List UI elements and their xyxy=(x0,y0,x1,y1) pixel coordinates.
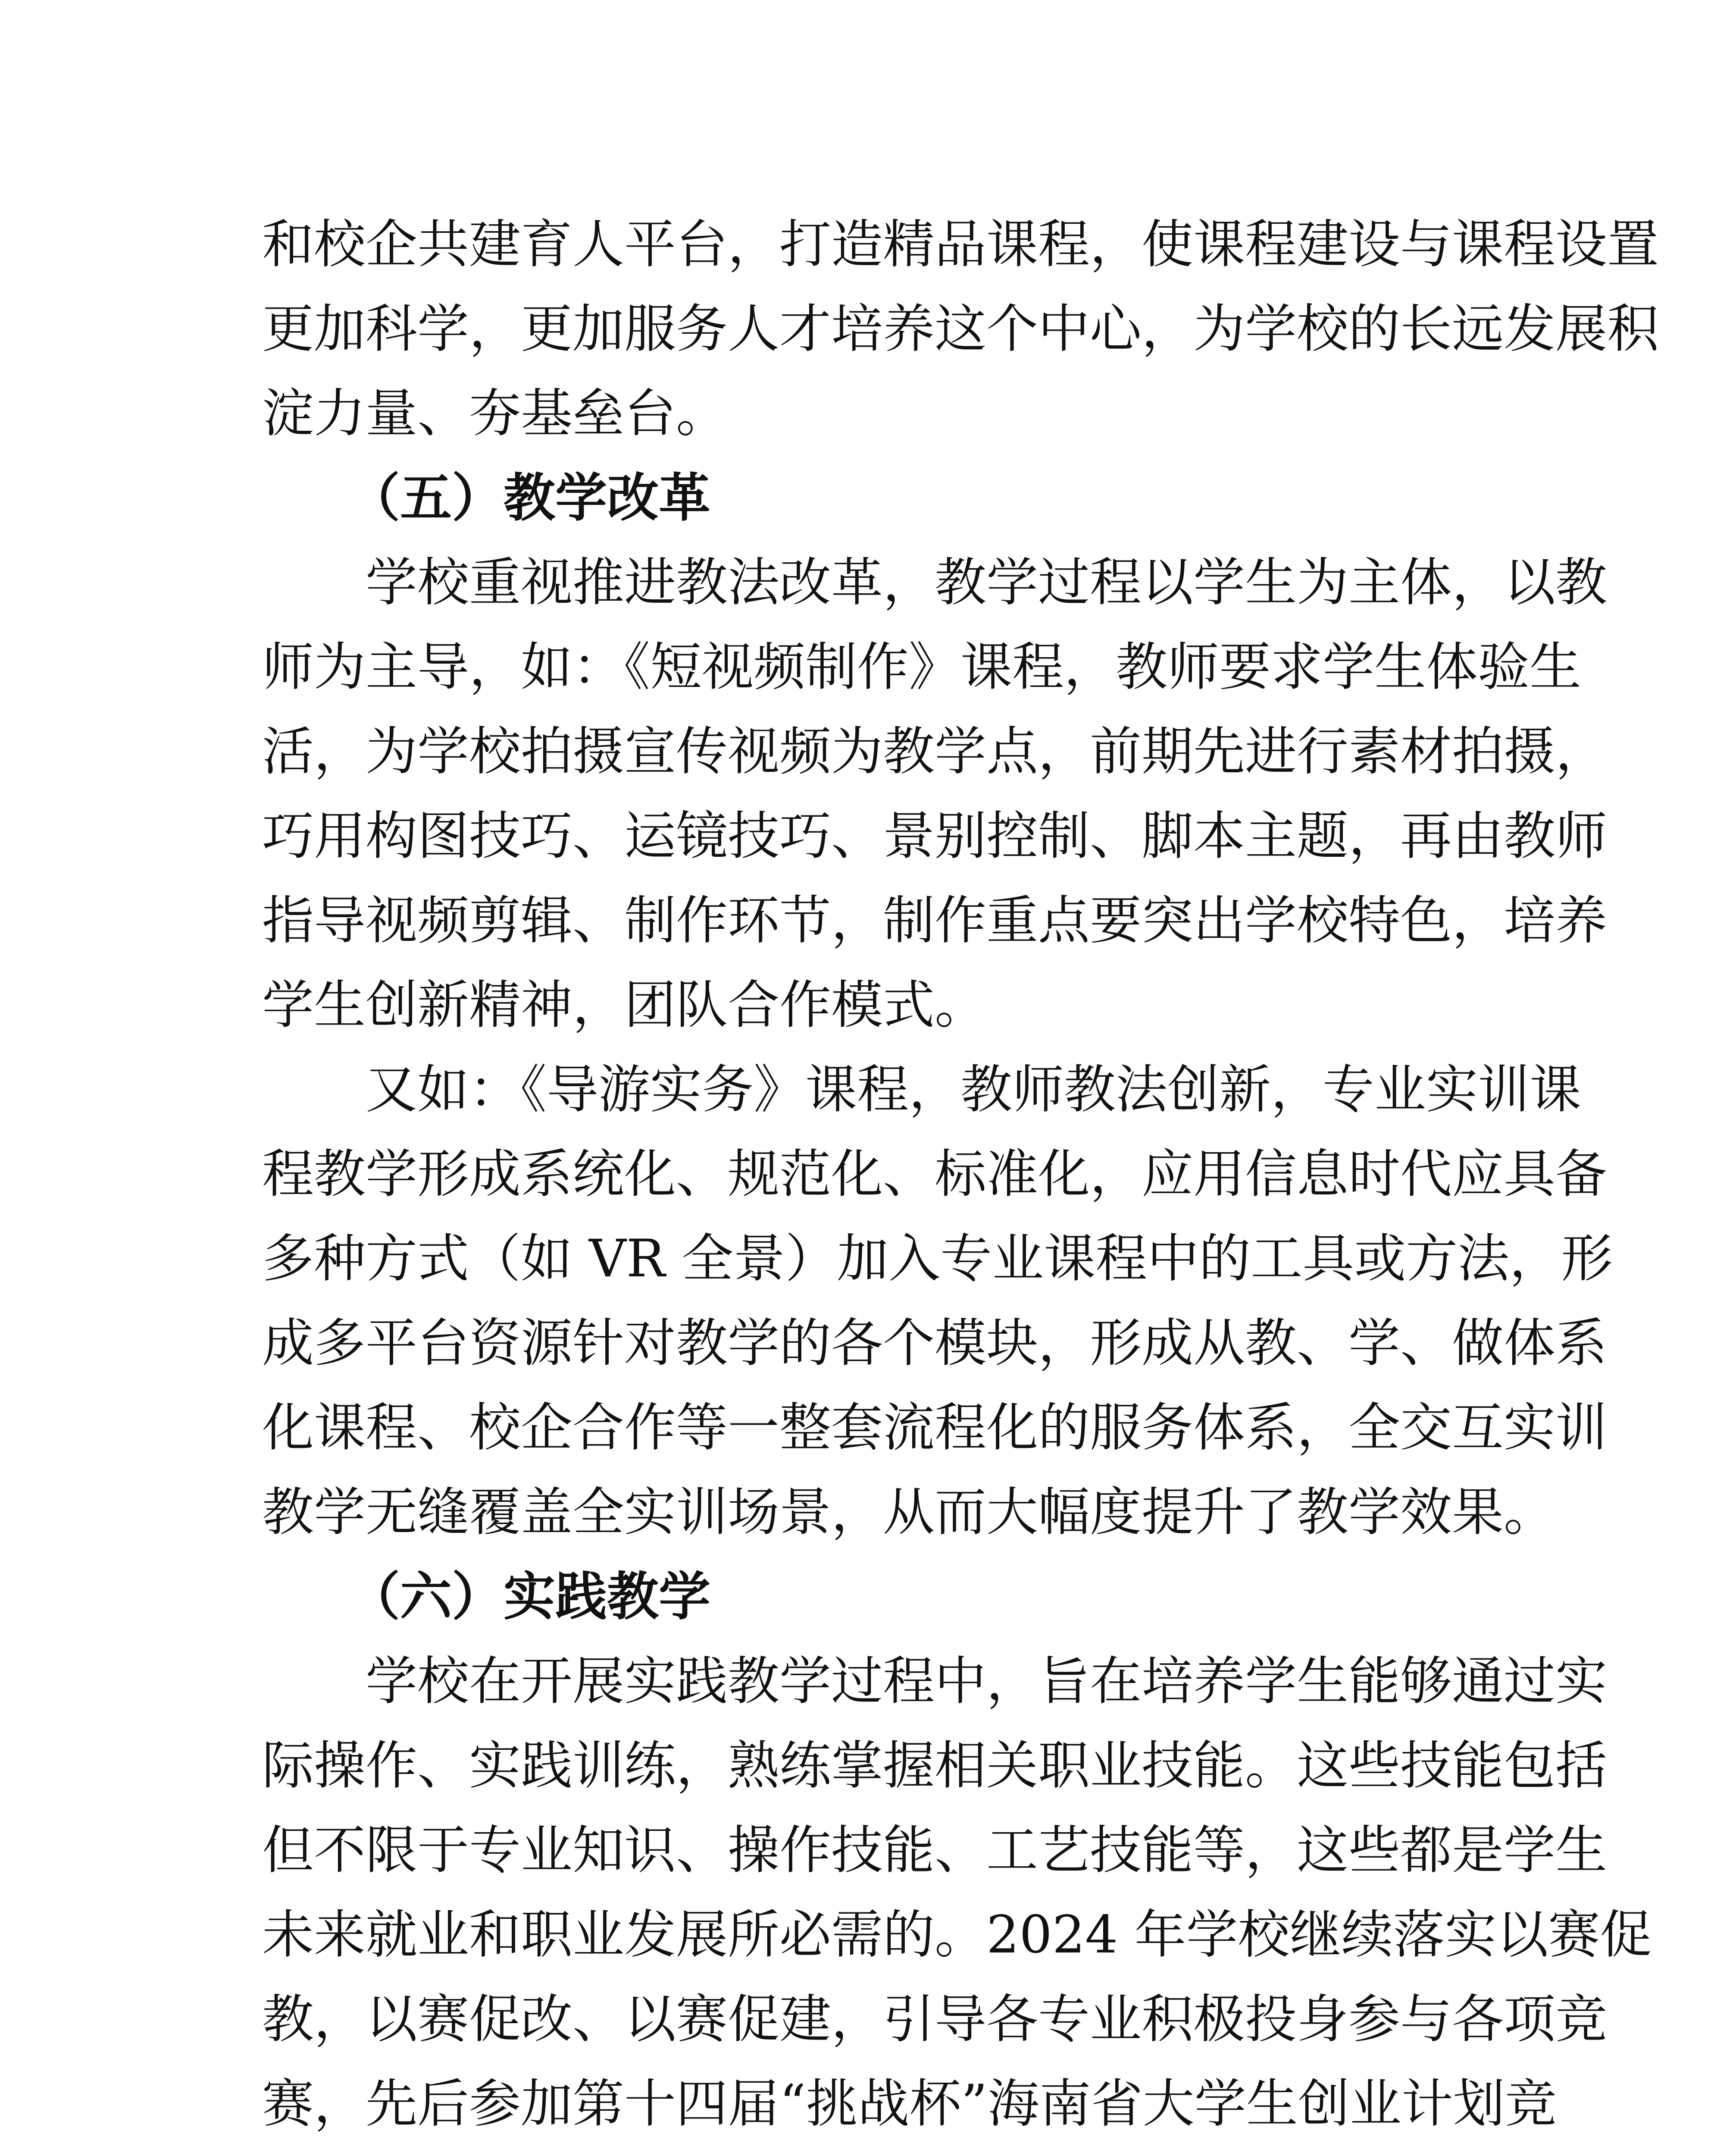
text-line: 教，以赛促改、以赛促建，引导各专业积极投身参与各项竞 xyxy=(262,1990,1607,2049)
text-line: 多种方式（如 VR 全景）加入专业课程中的工具或方法，形 xyxy=(262,1229,1613,1289)
text-line: 际操作、实践训练，熟练掌握相关职业技能。这些技能包括 xyxy=(262,1736,1607,1796)
text-line: 学校重视推进教法改革，教学过程以学生为主体，以教 xyxy=(366,553,1607,613)
text-line: 程教学形成系统化、规范化、标准化，应用信息时代应具备 xyxy=(262,1144,1607,1204)
text-line xyxy=(262,2147,1461,2156)
body-text xyxy=(262,203,1659,2156)
text-line: 学校在开展实践教学过程中，旨在培养学生能够通过实 xyxy=(366,1651,1607,1711)
text-line: 学生创新精神，团队合作模式。 xyxy=(262,975,986,1035)
text-line: 师为主导，如：《短视频制作》课程，教师要求学生体验生 xyxy=(262,637,1581,697)
text-line: 巧用构图技巧、运镜技巧、景别控制、脚本主题，再由教师 xyxy=(262,806,1607,866)
text-line: 未来就业和职业发展所必需的。2024 年学校继续落实以赛促 xyxy=(262,1905,1652,1965)
text-line: 赛，先后参加第十四届“挑战杯”海南省大学生创业计划竞 xyxy=(262,2074,1557,2134)
text-line: 教学无缝覆盖全实训场景，从而大幅度提升了教学效果。 xyxy=(262,1482,1555,1542)
section-heading-teaching-reform: （五）教学改革 xyxy=(348,468,710,528)
text-line: 又如：《导游实务》课程，教师教法创新，专业实训课 xyxy=(366,1060,1581,1120)
text-line: 活，为学校拍摄宣传视频为教学点，前期先进行素材拍摄， xyxy=(262,722,1607,782)
text-line: 成多平台资源针对教学的各个模块，形成从教、学、做体系 xyxy=(262,1313,1607,1373)
text-line: 化课程、校企合作等一整套流程化的服务体系，全交互实训 xyxy=(262,1398,1607,1458)
text-line: 但不限于专业知识、操作技能、工艺技能等，这些都是学生 xyxy=(262,1821,1607,1880)
text-line: 指导视频剪辑、制作环节，制作重点要突出学校特色，培养 xyxy=(262,891,1607,951)
text-line: 淀力量、夯基垒台。 xyxy=(262,384,728,444)
text-line: 和校企共建育人平台，打造精品课程，使课程建设与课程设置 xyxy=(262,215,1659,275)
section-heading-practical-teaching: （六）实践教学 xyxy=(348,1567,710,1627)
text-line: 更加科学，更加服务人才培养这个中心，为学校的长远发展积 xyxy=(262,299,1659,359)
